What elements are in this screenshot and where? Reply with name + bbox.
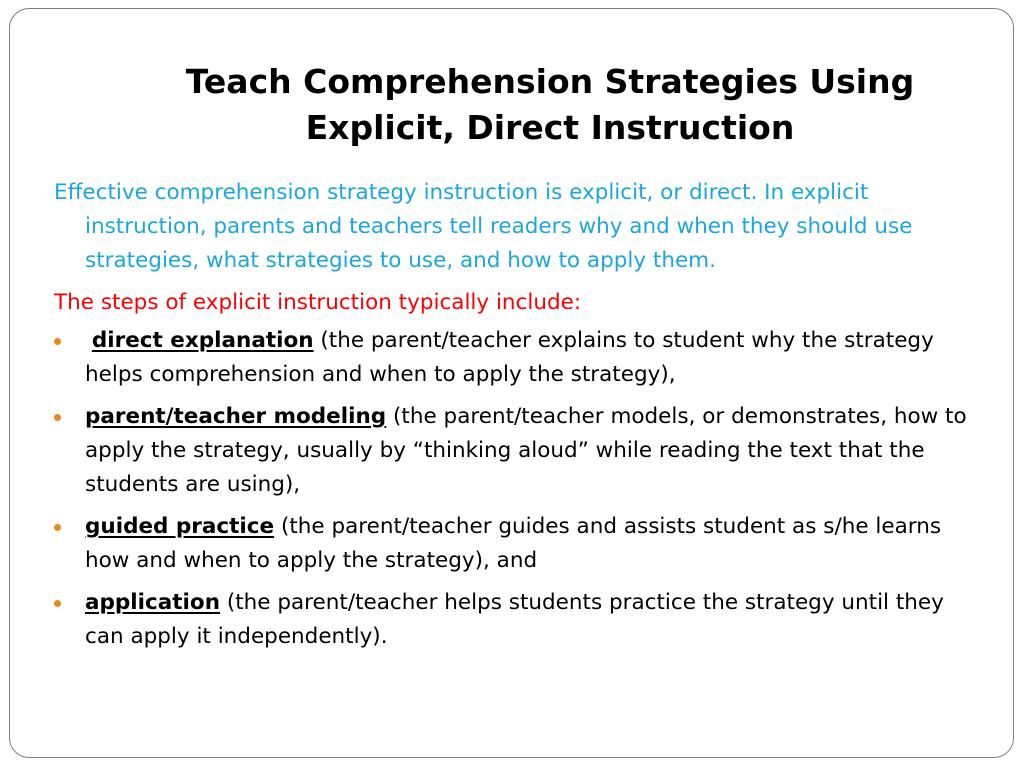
bullet-item [54, 586, 984, 654]
slide-body [54, 176, 984, 662]
bullet-description: (the parent/teacher models, or demonstrates, how to apply the strategy, usually by “thinking aloud” while reading the text that the students are using), [85, 404, 967, 497]
bullet-dot-icon [54, 414, 61, 421]
bullet-item [54, 400, 984, 502]
bullet-term: guided practice [85, 514, 275, 539]
bullet-description: (the parent/teacher helps students practice the strategy until they can apply it independently). [85, 590, 944, 649]
bullet-description: (the parent/teacher explains to student why the strategy helps comprehension and when to apply the strategy), [85, 328, 934, 387]
bullet-item [54, 510, 984, 578]
steps-heading: The steps of explicit instruction typically include: [54, 290, 582, 315]
bullet-dot-icon [54, 600, 61, 607]
bullet-term: parent/teacher modeling [85, 404, 387, 429]
title-line-1: Teach Comprehension Strategies Using [185, 62, 915, 101]
bullet-term: application [85, 590, 221, 615]
title-line-2: Explicit, Direct Instruction [305, 108, 795, 147]
bullet-item [54, 324, 984, 392]
bullet-term: direct explanation [91, 328, 314, 353]
bullet-description: (the parent/teacher guides and assists student as s/he learns how and when to apply the strategy), and [85, 514, 942, 573]
bullet-dot-icon [54, 524, 61, 531]
slide-title [130, 59, 970, 151]
intro-paragraph: Effective comprehension strategy instruction is explicit, or direct. In explicit instruction, parents and teachers tell readers why and when they should use strategies, what strategies to use, and how to apply them. [54, 180, 913, 273]
bullet-dot-icon [54, 338, 61, 345]
